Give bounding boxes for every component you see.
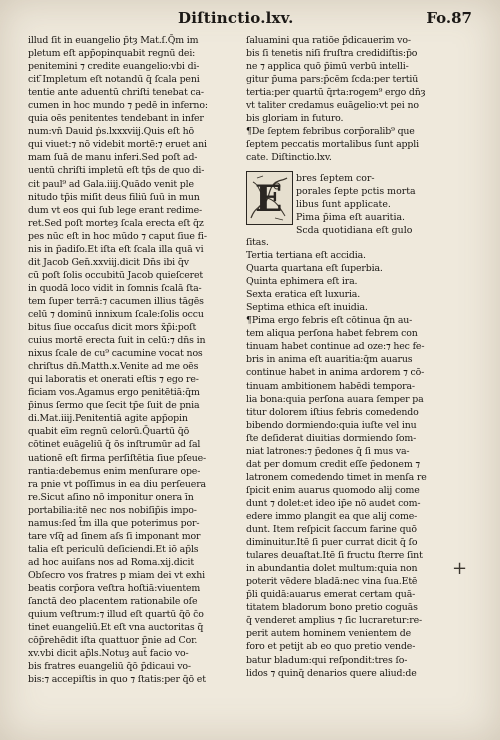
decorated-initial-icon	[246, 171, 293, 225]
text-line: cit ̄Impletum eſt notandū q̄ ſcala peni	[28, 74, 200, 86]
text-line: tem aliqua perſona habet febrem con	[246, 328, 418, 340]
text-line: bibendo dormiendo:quia iuſte vel inu	[246, 419, 417, 431]
text-line: cuius mortē erecta ſuit in celū:⁊ dn̄s in	[28, 335, 206, 347]
running-title: Diſtinctio.lxv.	[178, 9, 294, 27]
text-line: dat per domum credit eſſe p̄edonem ⁊	[246, 458, 420, 470]
margin-cross-mark: +	[452, 558, 468, 579]
text-line: cate. Diſtinctio.lxv.	[246, 152, 332, 164]
text-line: foro et petijt ab eo quo pretio vende-	[246, 641, 416, 653]
text-line: pes nūc eſt in hoc mūdo ⁊ caput ſiue fi-	[28, 230, 207, 242]
text-line: ſitas.	[246, 237, 269, 248]
text-line: Quarta quartana eſt ſuperbia.	[246, 263, 383, 275]
text-line: talia eſt periculū deſiciendi.Et iō ap̄ls	[28, 543, 199, 555]
text-line: nitudo tp̄is miſit deus filiū ſuū in mun	[28, 191, 200, 203]
text-line: perit autem hominem venientem de	[246, 628, 412, 640]
folio-number: Fo.87	[426, 9, 472, 27]
text-line: q̄ venderet amplius ⁊ ſic lucraretur:re-	[246, 615, 423, 627]
text-line: batur bladum:qui reſpondit:tres ſo-	[246, 654, 408, 666]
right-text-column-top	[246, 34, 466, 164]
text-line: lia bona:quia perſona auara ſemper pa	[246, 393, 424, 405]
text-line: Sexta eratica eſt luxuria.	[246, 289, 361, 301]
text-line: namus:ſed t̄m illa que poterimus por-	[28, 517, 200, 529]
text-line: p̄inus ſermo que ſecit tp̄e ſuit de pnia	[28, 400, 200, 412]
text-line: bris in anima eſt auaritia:q̄m auarus	[246, 354, 413, 366]
text-line: cit paul⁹ ad Gala.iiij.Quādo venit ple	[28, 178, 194, 190]
text-line: ne ⁊ applica quō p̄imū verbū intelli-	[246, 61, 409, 73]
text-line: bis fratres euangeliū q̄ō p̄dicaui vo-	[28, 661, 191, 673]
text-line: continue habet in anima ardorem ⁊ cō-	[246, 367, 425, 379]
text-line: quium veſtrum:⁊ illud eſt quartū q̄ō c̄o	[28, 609, 204, 621]
text-line: ret.Sed poſt morteȝ ſcala erecta eſt q̄z	[28, 217, 204, 229]
text-line: tinuam habet continue ad oze:⁊ hec fe-	[246, 341, 425, 353]
text-line: titatem bladorum bono pretio coguās	[246, 602, 418, 614]
text-line: edere immo plangit ea que alij come-	[246, 510, 418, 522]
text-line: di.Mat.iiij.Penitentiā agite app̄opin	[28, 413, 188, 425]
text-line: ad hoc auiſans nos ad Roma.xij.dicit	[28, 556, 194, 568]
text-line: cōp̄rehēdit iſta quattuor p̄nie ad Cor.	[28, 635, 198, 647]
text-line: tare vſq̄ ad ſinem aſs ſi imponant mor	[28, 530, 201, 542]
text-line: titur dolorem iſtius febris comedendo	[246, 406, 419, 418]
text-line: in quodā loco vidit in ſomnis ſcalā ſta-	[28, 282, 202, 294]
text-line: porales ſepte pctis morta	[296, 186, 416, 198]
text-line: re.Sicut aſino nō imponitur onera īn	[28, 491, 194, 503]
text-line: dit Jacob Gen̄.xxviij.dicit Dn̄s ibi q̄v	[28, 256, 189, 268]
text-line: in abundantia dolet multum:quia non	[246, 563, 418, 575]
text-line: ſte deſiderat diuitias dormiendo ſom-	[246, 432, 417, 444]
text-line: cū poſt ſolis occubitū Jacob quieſceret	[28, 269, 204, 281]
text-line: celū ⁊ dominū innixum ſcale:ſolis occu	[28, 308, 204, 320]
right-text-column-bottom	[246, 236, 466, 680]
text-line: Scda quotidiana eſt gulo	[296, 225, 413, 237]
text-line: latronem comedendo timet in menſa re	[246, 471, 427, 483]
text-line: bis ſi tenetis niſi fruſtra credidiſtis:p̄o	[246, 48, 418, 60]
text-line: qui viuet:⁊ nō videbit mortē:⁊ eruet ani	[28, 139, 207, 151]
text-line: mam ſuā de manu inferi.Sed poſt ad-	[28, 152, 198, 164]
text-line: cōtinet euāgeliū q̄ ōs inſtrumūr ad ſal	[28, 439, 201, 451]
text-line: dunt ⁊ dolet:et ideo ip̄e nō audet com-	[246, 497, 421, 509]
text-line: ¶Pima ergo febris eſt cōtinua q̄n au-	[246, 315, 413, 327]
text-line: portabilia:itē nec nos nobiſip̄is impo-	[28, 504, 197, 516]
text-line: ſanctā deo placentem rationabile oſe	[28, 596, 198, 608]
text-line: num:vn̄ Dauid ṗs.lxxxviij.Quis eſt hō	[28, 126, 194, 138]
text-line: nixus ſcale de cu⁹ cacumine vocat nos	[28, 348, 203, 360]
text-line: uentū chriſti impletū eſt tp̄s de quo di-	[28, 165, 205, 177]
text-line: niat latrones:⁊ p̄edones q̄ ſi mus va-	[246, 445, 410, 457]
text-line: quia oēs penitentes tendebant in infer	[28, 113, 204, 125]
text-line: ſpicit enim auarus quomodo alij come	[246, 484, 420, 496]
text-line: ¶De ſeptem febribus corp̄oralib⁹ que	[246, 126, 415, 138]
text-line: p̄li quidā:auarus emerat certam quā-	[246, 589, 416, 601]
text-line: Obſecro vos fratres p miam dei vt exhi	[28, 569, 205, 581]
text-line: Quinta ephimera eſt ira.	[246, 276, 358, 288]
initial-indented-lines	[296, 172, 466, 237]
text-line: ficiam vos.Agamus ergo penitētiā:q̄m	[28, 387, 200, 399]
text-line: bis gloriam in futuro.	[246, 113, 344, 125]
text-line: vt taliter credamus euāgelio:vt pei no	[246, 100, 419, 112]
initial-letter: E	[255, 178, 283, 220]
text-line: diminuitur.Itē ſi puer currat dicit q̄ ſo	[246, 537, 418, 549]
page-header	[28, 9, 472, 31]
text-line: Tertia tertiana eſt accidia.	[246, 250, 366, 262]
text-line: ſeptem peccatis mortalibus ſunt appli	[246, 139, 419, 151]
text-line: tem ſuper terrā:⁊ cacumen illius tāgēs	[28, 295, 204, 307]
text-line: poterit vēdere bladā:nec vina ſua.Etē	[246, 576, 418, 588]
text-line: beatis corp̄ora veſtra hoſtiā:viuentem	[28, 582, 201, 594]
text-line: nis in p̄adiſo.Et iſta eſt ſcala illa quā vi	[28, 243, 204, 255]
text-line: bis:⁊ accepiſtis in quo ⁊ ſtatis:per q̄ō et	[28, 674, 206, 686]
text-line: xv.vbi dicit ap̄ls.Notuȝ aut̄ facio vo-	[28, 648, 189, 660]
text-line: chriſtus dn̄.Matth.x.Venite ad me oēs	[28, 361, 199, 373]
text-line: qui laboratis et onerati eſtis ⁊ ego re-	[28, 374, 199, 386]
text-line: bres ſeptem cor-	[296, 173, 375, 184]
text-line: penitemini ⁊ credite euangelio:vbi di-	[28, 61, 200, 73]
text-line: cumen in hoc mundo ⁊ pedē in inferno:	[28, 100, 208, 112]
text-line: pletum eſt app̄opinquabit regnū dei:	[28, 48, 196, 60]
text-line: tertia:per quartū q̄rta:rogem⁹ ergo dn̄ȝ	[246, 87, 426, 99]
text-line: quabit eīm regnū celorū.Q̄uartū q̄ō	[28, 426, 190, 438]
text-line: tentie ante aduentū chriſti tenebat ca-	[28, 87, 204, 99]
text-line: rantia:debemus enim menſurare ope-	[28, 465, 201, 477]
text-line: dum vt eos qui ſub lege erant redime-	[28, 204, 203, 216]
text-line: dunt. Item reſpicit ſaccum farine quō	[246, 524, 417, 536]
text-line: tulares deuaſtat.Itē ſi fructu ſterre ſint	[246, 550, 423, 562]
text-line: tinuam ambitionem habēdi tempora-	[246, 380, 415, 392]
left-text-column	[28, 34, 243, 686]
text-line: lidos ⁊ quinq̄ denarios quere aliud:de	[246, 667, 417, 679]
text-line: ſaluamini qua ratiōe p̄dicauerim vo-	[246, 35, 411, 46]
text-line: ra pnie vt poſſimus in ea diu perſeuera	[28, 478, 206, 490]
text-line: bitus ſiue occaſus dicit mors x̄p̄i:poſt	[28, 322, 197, 334]
text-line: illud ſit in euangelio p̄tȝ Mat.ſ.Q̄m im	[28, 35, 199, 46]
text-line: gitur p̄uma pars:p̄cēm ſcda:per tertiū	[246, 74, 419, 86]
text-line: Septima ethica eſt inuidia.	[246, 302, 368, 314]
text-line: Pima p̄ima eſt auaritia.	[296, 212, 406, 224]
text-line: libus ſunt applicate.	[296, 199, 391, 211]
text-line: uationē eſt firma perſiſtētia ſiue pſeue-	[28, 452, 207, 464]
text-line: tinet euangeliū.Et eſt vna auctoritas q̄	[28, 622, 204, 634]
